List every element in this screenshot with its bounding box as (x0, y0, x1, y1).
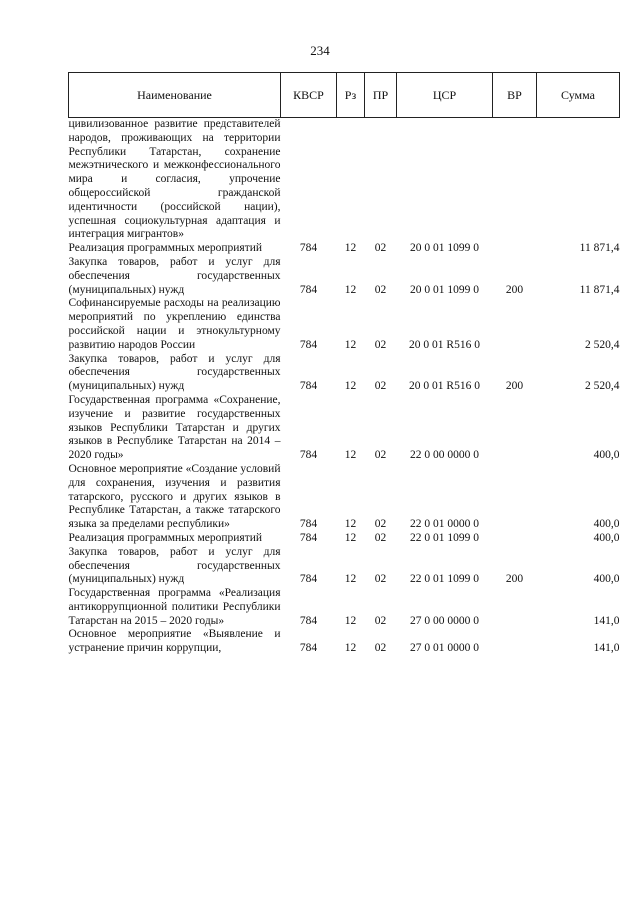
table-row (69, 546, 620, 587)
row-kvsr: 784 (299, 614, 318, 627)
row-name: Государственная программа «Сохранение, изучение и развитие государственных языков Республики Татарстан и других языков в Республике Татарстан на 2014 – 2020 годы» (68, 393, 281, 462)
row-sum (537, 118, 620, 243)
row-sum: 2 520,4 (585, 338, 620, 351)
row-kvsr: 784 (299, 531, 318, 544)
row-csr (397, 118, 493, 243)
row-kvsr: 784 (299, 338, 318, 351)
row-sum: 11 871,4 (579, 283, 620, 296)
row-csr: 22 0 01 1099 0 (410, 573, 479, 586)
row-rz (337, 118, 365, 243)
header-csr: ЦСР (397, 73, 493, 118)
row-name: Основное мероприятие «Выявление и устранение причин коррупции, (68, 628, 281, 655)
row-name: Государственная программа «Реализация антикоррупционной политики Республики Татарстан на 2015 – 2020 годы» (68, 587, 281, 627)
row-vr (493, 532, 537, 546)
row-sum: 11 871,4 (579, 242, 620, 255)
row-pr: 02 (374, 518, 387, 531)
row-rz: 12 (344, 380, 357, 393)
row-pr: 02 (374, 380, 387, 393)
row-rz: 12 (344, 573, 357, 586)
row-vr (493, 394, 537, 463)
row-vr (493, 587, 537, 628)
row-rz: 12 (344, 449, 357, 462)
row-csr: 20 0 01 1099 0 (410, 283, 479, 296)
header-pr: ПР (365, 73, 397, 118)
row-vr (493, 118, 537, 243)
row-pr: 02 (374, 283, 387, 296)
row-pr: 02 (374, 531, 387, 544)
header-name: Наименование (69, 73, 281, 118)
table-row (69, 394, 620, 463)
table-row (69, 297, 620, 352)
row-rz: 12 (344, 283, 357, 296)
row-name: Закупка товаров, работ и услуг для обеспечения государственных (муниципальных) нужд (68, 545, 281, 586)
row-kvsr: 784 (299, 449, 318, 462)
table-row (69, 118, 620, 243)
row-csr: 27 0 01 0000 0 (410, 642, 479, 655)
row-name: Закупка товаров, работ и услуг для обеспечения государственных (муниципальных) нужд (68, 255, 281, 296)
table-row (69, 242, 620, 256)
row-kvsr: 784 (299, 573, 318, 586)
row-vr: 200 (505, 573, 524, 586)
row-csr: 27 0 00 0000 0 (410, 614, 479, 627)
row-vr (493, 297, 537, 352)
budget-table (68, 72, 620, 656)
row-vr (493, 628, 537, 656)
row-pr: 02 (374, 614, 387, 627)
row-pr: 02 (374, 573, 387, 586)
row-vr: 200 (505, 283, 524, 296)
row-sum: 141,0 (593, 642, 620, 655)
row-sum: 400,0 (593, 531, 620, 544)
row-csr: 20 0 01 R516 0 (409, 380, 480, 393)
row-sum: 2 520,4 (585, 380, 620, 393)
row-vr (493, 242, 537, 256)
row-pr: 02 (374, 242, 387, 255)
row-rz: 12 (344, 518, 357, 531)
row-name: Реализация программных мероприятий (68, 531, 263, 544)
table-row (69, 353, 620, 394)
row-name: Реализация программных мероприятий (68, 242, 263, 255)
row-csr: 22 0 00 0000 0 (410, 449, 479, 462)
row-kvsr: 784 (299, 242, 318, 255)
table-row (69, 256, 620, 297)
table-row (69, 587, 620, 628)
row-csr: 20 0 01 1099 0 (410, 242, 479, 255)
header-vr: ВР (493, 73, 537, 118)
row-rz: 12 (344, 614, 357, 627)
row-kvsr (281, 118, 337, 243)
row-vr: 200 (505, 380, 524, 393)
table-row (69, 628, 620, 656)
row-name: Основное мероприятие «Создание условий для сохранения, изучения и развития татарского, русского и других языков в Республике Татарстан, а также татарского языка за пределами республики» (68, 462, 281, 531)
row-kvsr: 784 (299, 518, 318, 531)
row-pr: 02 (374, 338, 387, 351)
header-kvsr: КВСР (281, 73, 337, 118)
row-name: цивилизованное развитие представителей народов, проживающих на территории Республики Татарстан, сохранение межэтнического и межконфессионального мира и согласия, упрочение общероссийской гражданской идентичности (российской нации), успешная социокультурная адаптация и интеграция мигрантов» (68, 118, 281, 241)
row-sum: 400,0 (593, 449, 620, 462)
row-name: Закупка товаров, работ и услуг для обеспечения государственных (муниципальных) нужд (68, 352, 281, 393)
row-rz: 12 (344, 642, 357, 655)
row-pr (365, 118, 397, 243)
row-csr: 22 0 01 1099 0 (410, 531, 479, 544)
table-row (69, 463, 620, 532)
row-kvsr: 784 (299, 642, 318, 655)
row-rz: 12 (344, 338, 357, 351)
row-kvsr: 784 (299, 380, 318, 393)
row-sum: 400,0 (593, 518, 620, 531)
row-vr (493, 463, 537, 532)
header-rz: Рз (337, 73, 365, 118)
page-number: 234 (310, 43, 330, 58)
row-pr: 02 (374, 449, 387, 462)
row-sum: 141,0 (593, 614, 620, 627)
table-row (69, 532, 620, 546)
row-pr: 02 (374, 642, 387, 655)
row-kvsr: 784 (299, 283, 318, 296)
table-header-row (69, 73, 620, 118)
row-csr: 20 0 01 R516 0 (409, 338, 480, 351)
row-csr: 22 0 01 0000 0 (410, 518, 479, 531)
row-sum: 400,0 (593, 573, 620, 586)
row-name: Софинансируемые расходы на реализацию мероприятий по укреплению единства российской нации и этнокультурному развитию народов России (68, 297, 281, 351)
header-sum: Сумма (537, 73, 620, 118)
row-rz: 12 (344, 531, 357, 544)
row-rz: 12 (344, 242, 357, 255)
